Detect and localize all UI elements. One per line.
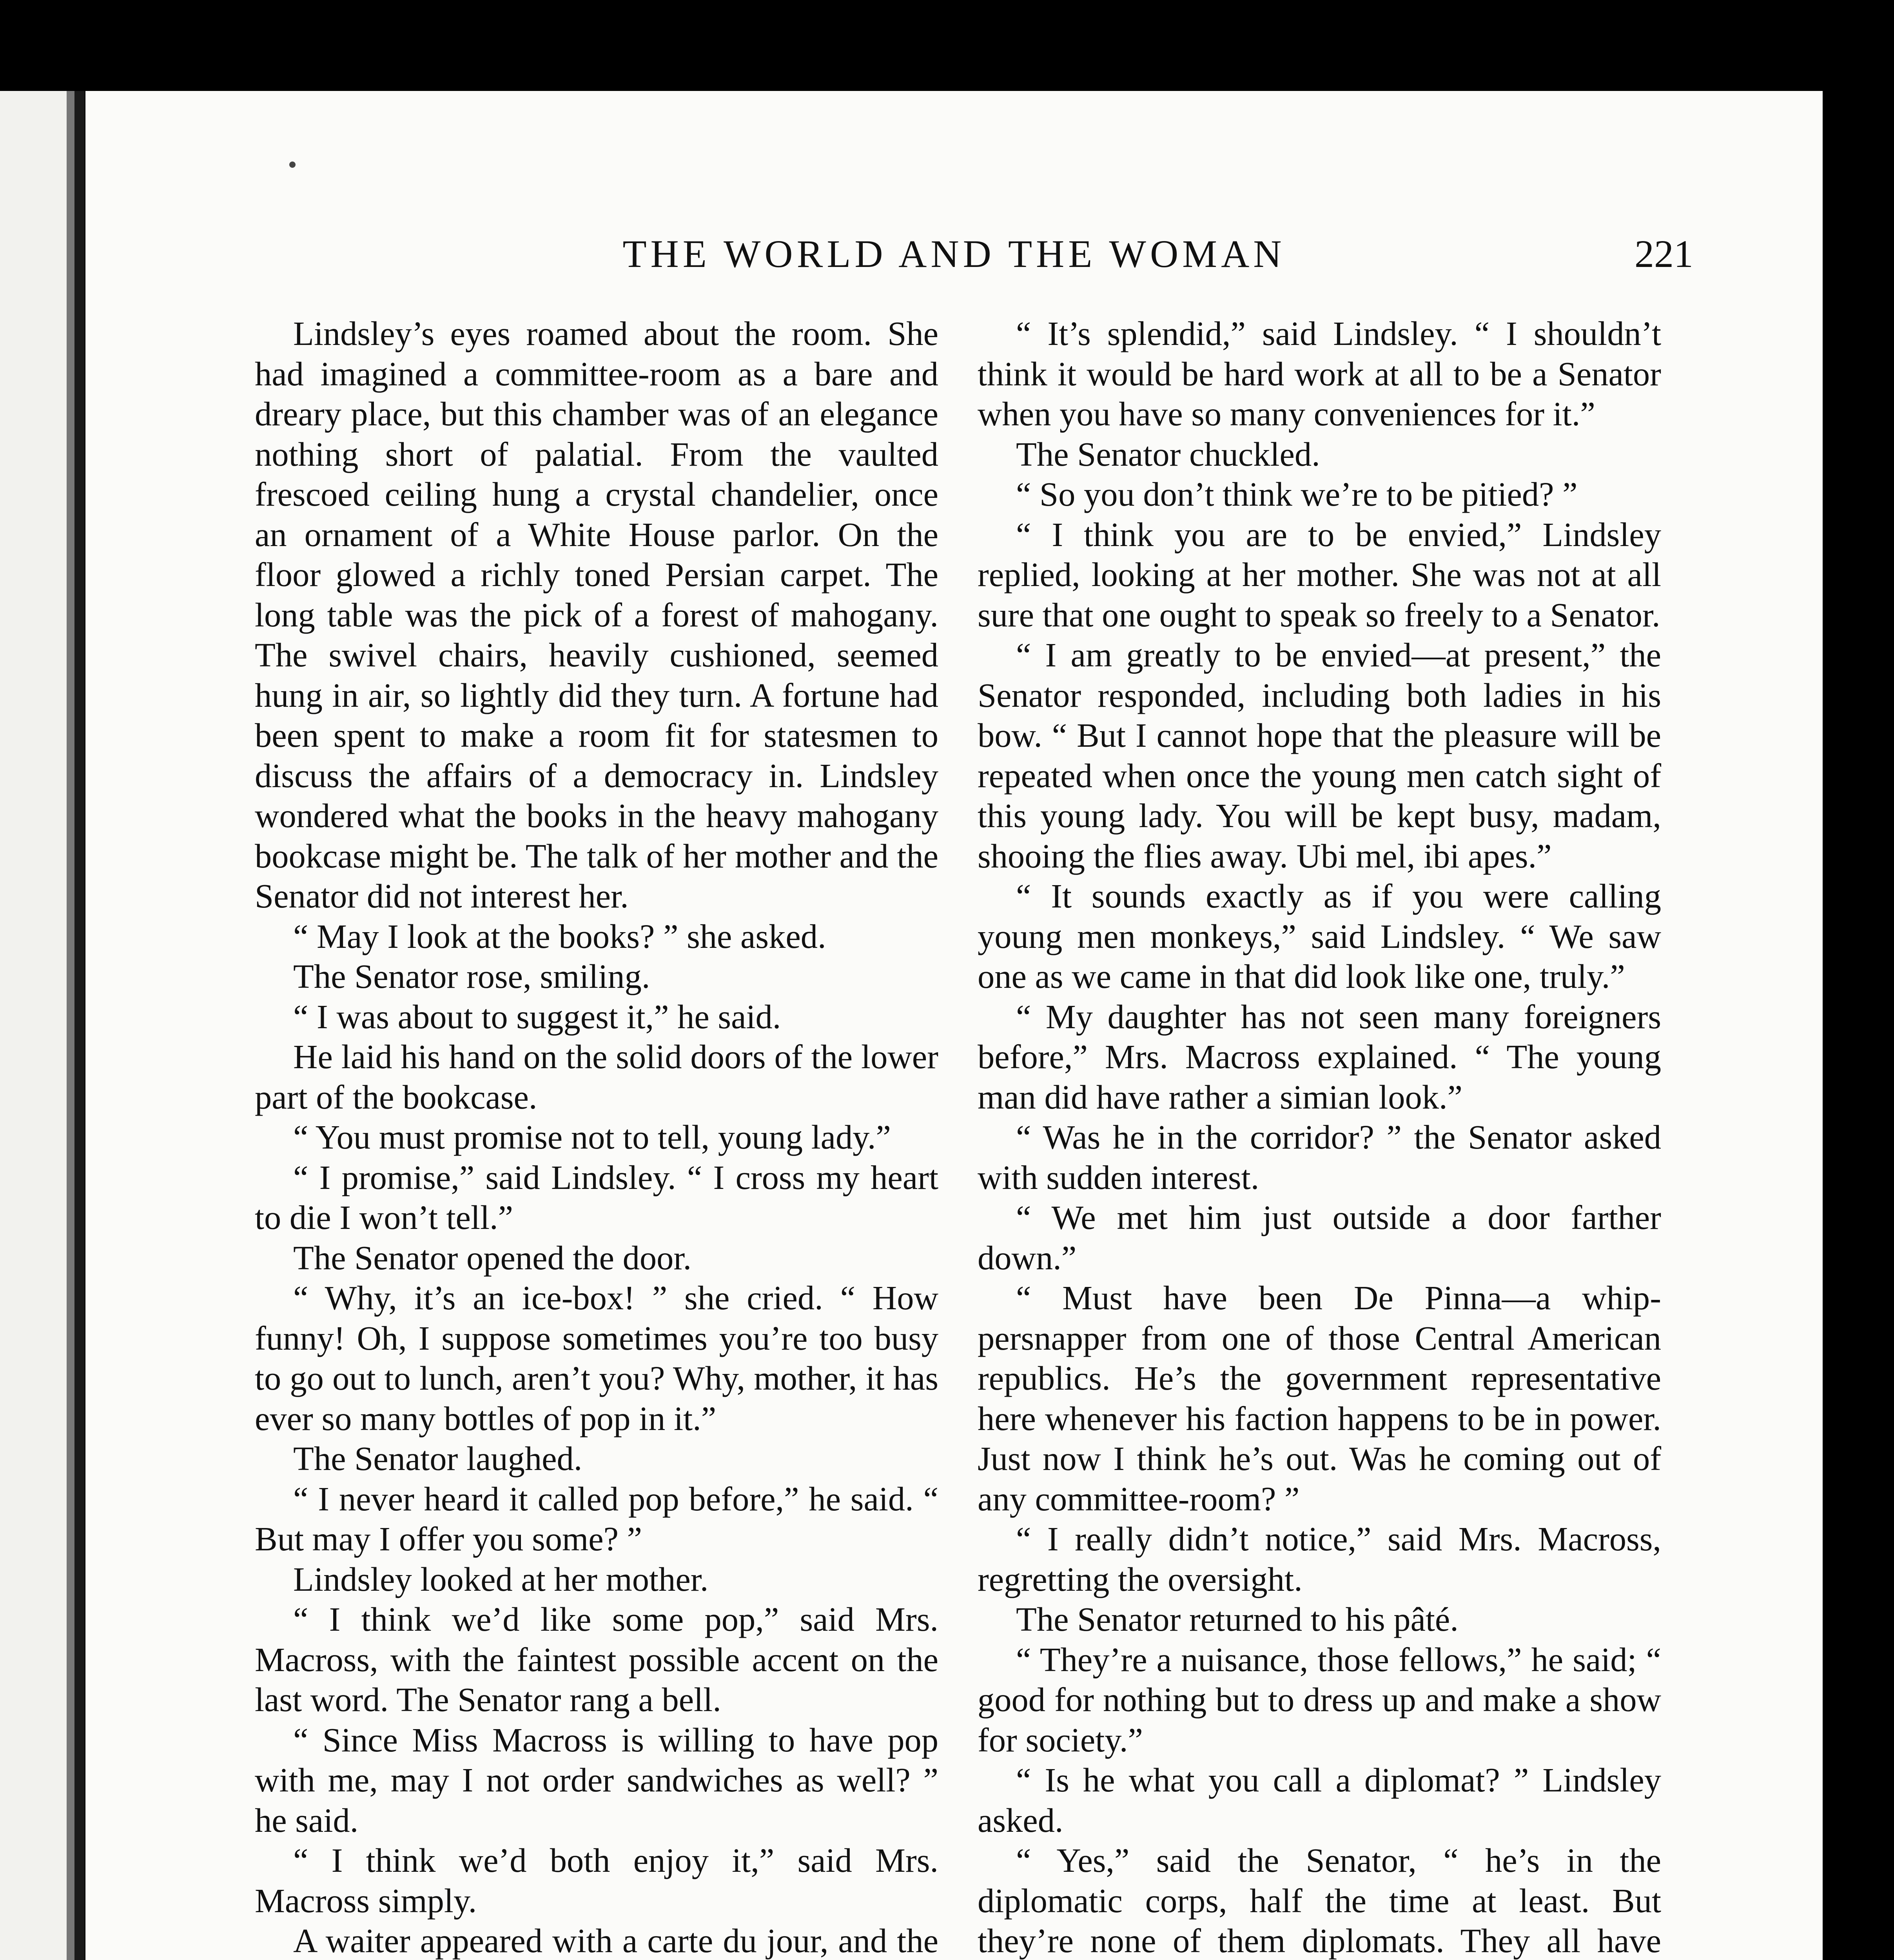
- paragraph: The Senator opened the door.: [293, 1239, 692, 1277]
- print-speck: [289, 162, 296, 168]
- page-number: 221: [1635, 232, 1693, 276]
- book-page: [85, 91, 1823, 1960]
- paragraph: Lindsley looked at her mother.: [293, 1560, 709, 1598]
- paragraph: “ It’s splendid,” said Lindsley. “ I shouldn’t think it would be hard work at all to be a Senator when you have so many conveniences for it.”: [978, 315, 1661, 433]
- text-column-right: [978, 314, 1661, 1960]
- paragraph: “ I never heard it called pop before,” he said. “ But may I offer you some? ”: [255, 1480, 938, 1558]
- paragraph: “ Must have been De Pinna—a whippersnapper from one of those Central American republics. He’s the government representative here whenever his faction happens to be in power. Just now I think he’s out. Was he coming out of any committee-room? ”: [978, 1279, 1661, 1518]
- paragraph: The Senator chuckled.: [1016, 435, 1320, 473]
- paragraph: “ So you don’t think we’re to be pitied? ”: [1016, 475, 1578, 513]
- book-gutter: [67, 91, 74, 1960]
- paragraph: “ I think you are to be envied,” Lindsley replied, looking at her mother. She was not at all sure that one ought to speak so freely to a Senator.: [978, 515, 1661, 634]
- paragraph: The Senator rose, smiling.: [293, 958, 650, 995]
- paragraph: “ Is he what you call a diplomat? ” Lindsley asked.: [978, 1761, 1661, 1839]
- paragraph: Lindsley’s eyes roamed about the room. She had imagined a committee-room as a bare and dreary place, but this chamber was of an elegance nothing short of palatial. From the vaulted frescoed ceiling hung a crystal chandelier, once an ornament of a White House parlor. On the floor glowed a richly toned Persian carpet. The long table was the pick of a forest of mahogany. The swivel chairs, heavily cushioned, seemed hung in air, so lightly did they turn. A fortune had been spent to make a room fit for statesmen to discuss the affairs of a democracy in. Lindsley wondered what the books in the heavy mahogany bookcase might be. The talk of her mother and the Senator did not interest her.: [255, 315, 938, 915]
- text-column-left: [255, 314, 938, 1960]
- paragraph: “ Yes,” said the Senator, “ he’s in the diplomatic corps, half the time at least. But they’re none of them diplomats. They all have: [978, 1842, 1661, 1960]
- paragraph: “ I am greatly to be envied—at present,” the Senator responded, including both ladies in his bow. “ But I cannot hope that the pleasure will be repeated when once the young men catch sight of this young lady. You will be kept busy, madam, shooing the flies away. Ubi mel, ibi apes.”: [978, 636, 1661, 875]
- paragraph: “ May I look at the books? ” she asked.: [293, 917, 826, 955]
- paragraph: “ I really didn’t notice,” said Mrs. Macross, regretting the oversight.: [978, 1520, 1661, 1598]
- paragraph: He laid his hand on the solid doors of the lower part of the bookcase.: [255, 1038, 938, 1116]
- paragraph: “ I think we’d both enjoy it,” said Mrs. Macross simply.: [255, 1842, 938, 1920]
- paragraph: “ I think we’d like some pop,” said Mrs. Macross, with the faintest possible accent on the last word. The Senator rang a bell.: [255, 1601, 938, 1719]
- paragraph: The Senator laughed.: [293, 1440, 582, 1477]
- running-title: THE WORLD AND THE WOMAN: [622, 232, 1286, 276]
- paragraph: “ You must promise not to tell, young lady.”: [293, 1118, 891, 1156]
- paragraph: “ I promise,” said Lindsley. “ I cross my heart to die I won’t tell.”: [255, 1158, 938, 1236]
- paragraph: A waiter appeared with a carte du jour, and the: [293, 1922, 938, 1960]
- paragraph: “ They’re a nuisance, those fellows,” he said; “ good for nothing but to dress up and make a show for society.”: [978, 1641, 1661, 1759]
- paragraph: “ Why, it’s an ice-box! ” she cried. “ How funny! Oh, I suppose sometimes you’re too busy to go out to lunch, aren’t you? Why, mother, it has ever so many bottles of pop in it.”: [255, 1279, 938, 1437]
- paragraph: “ Since Miss Macross is willing to have pop with me, may I not order sandwiches as well? ” he said.: [255, 1721, 938, 1839]
- paragraph: “ I was about to suggest it,” he said.: [293, 998, 781, 1036]
- left-page-edge: [0, 91, 85, 1960]
- paragraph: “ Was he in the corridor? ” the Senator asked with sudden interest.: [978, 1118, 1661, 1196]
- paragraph: “ We met him just outside a door farther down.”: [978, 1199, 1661, 1277]
- running-head: [85, 231, 1823, 286]
- paragraph: “ My daughter has not seen many foreigners before,” Mrs. Macross explained. “ The young man did have rather a simian look.”: [978, 998, 1661, 1116]
- paragraph: The Senator returned to his pâté.: [1016, 1601, 1459, 1638]
- paragraph: “ It sounds exactly as if you were calling young men monkeys,” said Lindsley. “ We saw one as we came in that did look like one, truly.”: [978, 877, 1661, 995]
